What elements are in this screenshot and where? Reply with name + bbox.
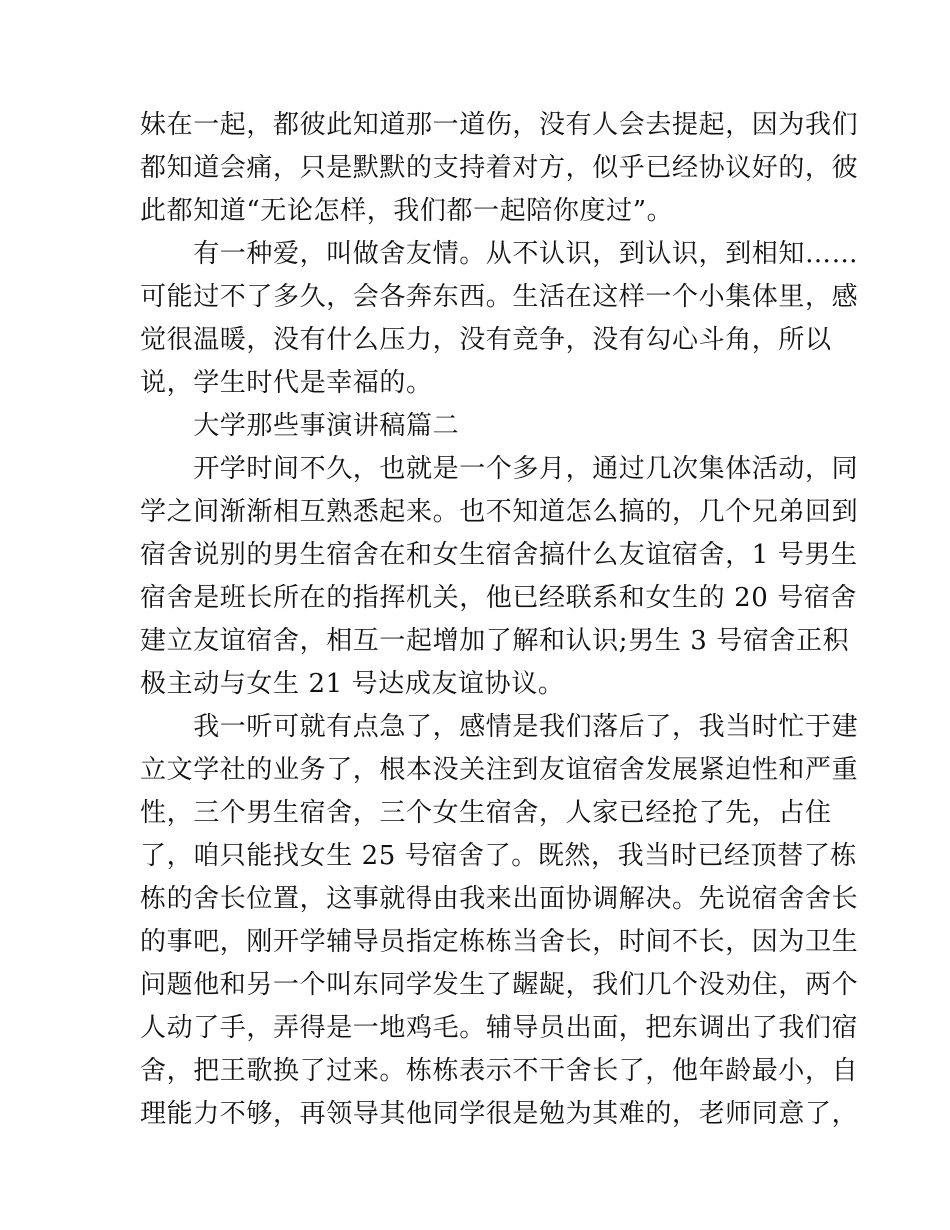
paragraph-start-line: 我一听可就有点急了，感情是我们落后了，我当时忙于建 [140,712,859,742]
document-body [140,104,859,1136]
text-line: 都知道会痛，只是默默的支持着对方，似乎已经协议好的，彼 [140,153,859,183]
section-heading: 大学那些事演讲稿篇二 [140,411,460,441]
text-line: 性，三个男生宿舍，三个女生宿舍，人家已经抢了先，占住 [140,798,832,828]
text-line: 的事吧，刚开学辅导员指定栋栋当舍长，时间不长，因为卫生 [140,927,859,957]
text-line: 学之间渐渐相互熟悉起来。也不知道怎么搞的，几个兄弟回到 [140,497,859,527]
text-line: 立文学社的业务了，根本没关注到友谊宿舍发展紧迫性和严重 [140,755,859,785]
text-line: 极主动与女生 21 号达成友谊协议。 [140,669,565,699]
text-line: 此都知道“无论怎样，我们都一起陪你度过”。 [140,196,674,226]
text-line: 栋的舍长位置，这事就得由我来出面协调解决。先说宿舍舍长 [140,884,859,914]
text-line: 可能过不了多久，会各奔东西。生活在这样一个小集体里，感 [140,282,859,312]
text-line: 觉很温暖，没有什么压力，没有竞争，没有勾心斗角，所以 [140,325,832,355]
paragraph-start-line: 有一种爱，叫做舍友情。从不认识，到认识，到相知…… [140,239,859,269]
text-line: 说，学生时代是幸福的。 [140,368,433,398]
text-line: 宿舍说别的男生宿舍在和女生宿舍搞什么友谊宿舍，1 号男生 [140,540,858,570]
text-line: 问题他和另一个叫东同学发生了龌龊，我们几个没劝住，两个 [140,970,859,1000]
text-line: 宿舍是班长所在的指挥机关，他已经联系和女生的 20 号宿舍 [140,583,858,613]
text-line: 了，咱只能找女生 25 号宿舍了。既然，我当时已经顶替了栋 [140,841,858,871]
text-line: 人动了手，弄得是一地鸡毛。辅导员出面，把东调出了我们宿 [140,1013,859,1043]
text-line: 建立友谊宿舍，相互一起增加了解和认识;男生 3 号宿舍正积 [140,626,850,656]
paragraph-start-line: 开学时间不久，也就是一个多月，通过几次集体活动，同 [140,454,859,484]
text-line: 妹在一起，都彼此知道那一道伤，没有人会去提起，因为我们 [140,110,859,140]
text-line: 理能力不够，再领导其他同学很是勉为其难的，老师同意了， [140,1099,859,1129]
text-line: 舍，把王歌换了过来。栋栋表示不干舍长了，他年龄最小，自 [140,1056,859,1086]
